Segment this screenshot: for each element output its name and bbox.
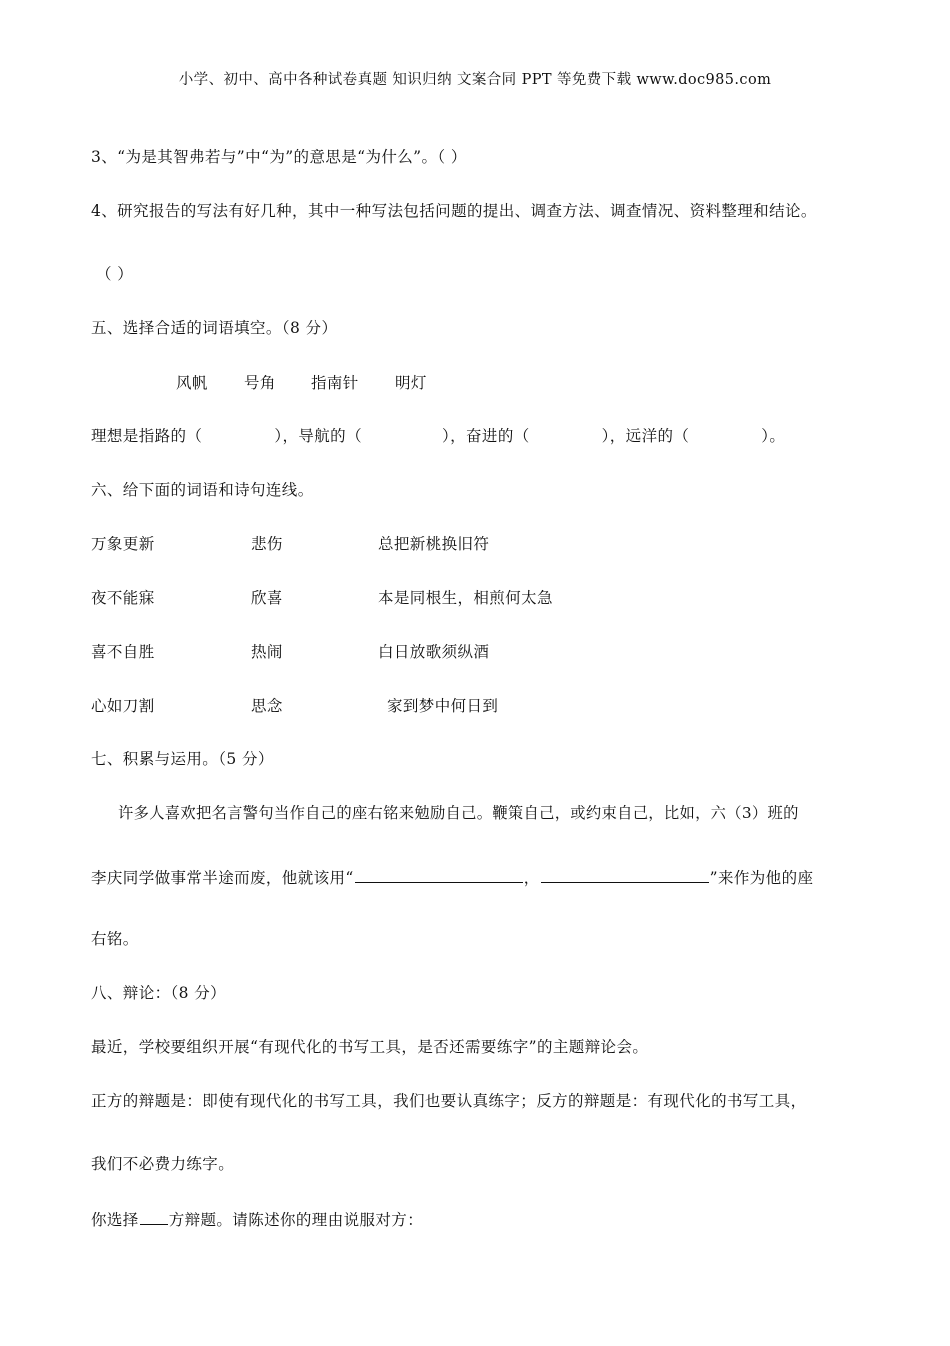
matching-emotion: 热闹 [251,643,283,661]
paragraph-text: ， [523,869,540,887]
motto-blank-1[interactable] [355,866,523,883]
section-8-topics-line-1: 正方的辩题是：即使有现代化的书写工具，我们也要认真练字；反方的辩题是：有现代化的书写工具， [91,1092,807,1110]
section-8-topics-line-2: 我们不必费力练字。 [91,1155,235,1173]
matching-word: 夜不能寐 [91,589,155,607]
word-bank-item: 风帆 [176,374,208,392]
section-8-intro: 最近，学校要组织开展“有现代化的书写工具，是否还需要练字”的主题辩论会。 [91,1038,649,1056]
choice-text: 方辩题。请陈述你的理由说服对方： [168,1211,424,1229]
question-4: 4、研究报告的写法有好几种，其中一种写法包括问题的提出、调查方法、调查情况、资料整理和结论。 [91,202,817,220]
word-bank-item: 指南针 [311,374,359,392]
page-header: 小学、初中、高中各种试卷真题 知识归纳 文案合同 PPT 等免费下载 www.doc985.com [178,72,772,88]
section-5-title: 五、选择合适的词语填空。（8 分） [91,319,338,337]
matching-word: 喜不自胜 [91,643,155,661]
sentence-part: ）。 [761,427,786,445]
section-7-paragraph-line-3: 右铭。 [91,930,139,948]
matching-emotion: 欣喜 [251,589,283,607]
matching-word: 万象更新 [91,535,155,553]
matching-emotion: 悲伤 [251,535,283,553]
section-7-title: 七、积累与运用。（5 分） [91,750,274,768]
matching-poem: 白日放歌须纵酒 [378,643,490,661]
sentence-part: ），远洋的（ [601,427,690,445]
matching-word: 心如刀割 [91,697,155,715]
sentence-part: ），奋进的（ [441,427,530,445]
matching-poem: 本是同根生，相煎何太急 [378,589,553,607]
question-4-answer-paren: （ ） [96,265,134,283]
paragraph-text: 李庆同学做事常半途而废，他就该用“ [91,869,354,887]
motto-blank-2[interactable] [541,866,709,883]
matching-emotion: 思念 [251,697,283,715]
choice-text: 你选择 [91,1211,139,1229]
section-7-paragraph-line-2 [91,866,813,888]
side-choice-blank[interactable] [140,1208,168,1225]
matching-poem: 总把新桃换旧符 [378,535,490,553]
section-6-title: 六、给下面的词语和诗句连线。 [91,481,314,499]
section-8-title: 八、辩论：（8 分） [91,984,227,1002]
section-5-sentence [91,426,785,446]
sentence-part: 理想是指路的（ [91,427,203,445]
section-7-paragraph-line-1: 许多人喜欢把名言警句当作自己的座右铭来勉励自己。鞭策自己，或约束自己，比如，六（3）班的 [118,804,799,822]
sentence-part: ），导航的（ [274,427,362,445]
word-bank-item: 明灯 [395,374,427,392]
matching-poem: 家到梦中何日到 [387,697,499,715]
question-3: 3、“为是其智弗若与”中“为”的意思是“为什么”。（ ） [91,148,467,166]
paragraph-text: ”来作为他的座 [709,869,814,887]
section-8-choice [91,1208,423,1230]
word-bank-item: 号角 [244,374,276,392]
